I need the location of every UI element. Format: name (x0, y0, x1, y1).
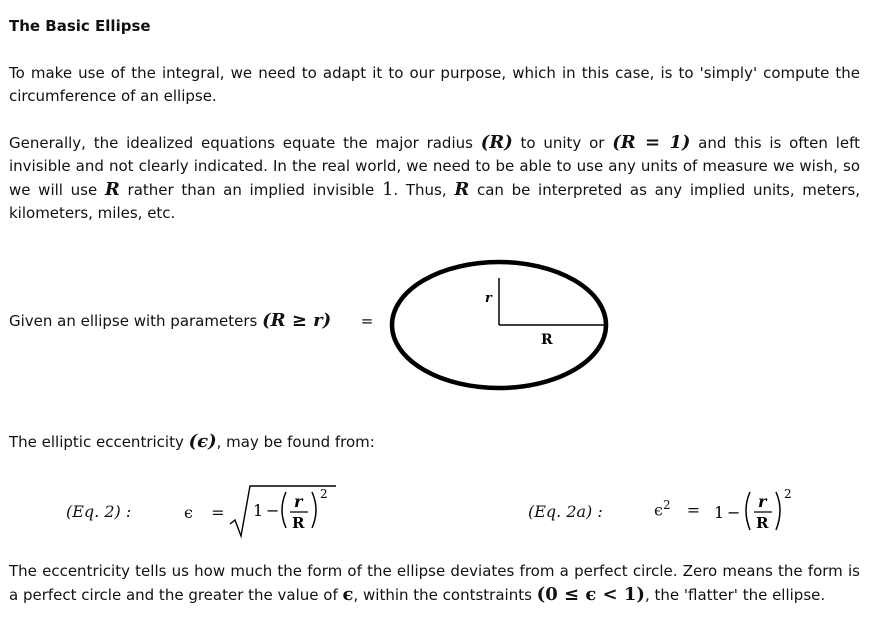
math-inline: 1 (381, 179, 394, 200)
eq2-label: (Eq. 2) : (66, 502, 132, 521)
math-inline: (R = 1) (612, 132, 691, 153)
right-paren (312, 492, 316, 528)
epsilon-symbol: ϵ (184, 503, 193, 522)
intro-paragraph (9, 62, 860, 108)
units-paragraph (9, 131, 860, 225)
equals-sign: = (211, 503, 225, 522)
given-text: Given an ellipse with parameters (9, 312, 263, 330)
left-paren (746, 492, 750, 530)
math-inline: (R ≥ r) (262, 310, 332, 331)
math-inline: (ϵ) (188, 431, 217, 452)
eccentricity-intro (9, 431, 375, 452)
left-paren (282, 492, 286, 528)
epsilon-symbol: ϵ (654, 500, 663, 520)
text: , may be found from: (216, 433, 375, 451)
major-radius-label: R (541, 332, 553, 348)
text: can be interpreted as any implied units, meters, kilometers, miles, etc. (9, 181, 860, 222)
equals-sign: = (360, 312, 374, 330)
section-title: The Basic Ellipse (9, 17, 151, 35)
equals-sign: = (686, 500, 701, 520)
text: rather than an implied invisible (119, 181, 382, 199)
eq2a-label: (Eq. 2a) : (528, 502, 603, 521)
minus-sign: − (266, 501, 280, 520)
fraction-numerator: r (294, 492, 303, 511)
eq2a-rhs (710, 478, 810, 540)
text: The eccentricity tells us how much the form of the ellipse deviates from a perfect circle. Zero means the form is a perfect circle and the greater the value of (9, 562, 860, 604)
text: , within the contstraints (353, 586, 537, 604)
ellipse-figure (385, 258, 615, 398)
one-digit: 1 (253, 501, 264, 520)
right-paren (776, 492, 780, 530)
given-statement (9, 310, 373, 331)
eq2-rhs (228, 478, 338, 540)
fraction-denominator: R (756, 514, 769, 532)
exponent: 2 (320, 487, 328, 501)
text: The elliptic eccentricity (9, 433, 189, 451)
minus-sign: − (727, 503, 741, 522)
math-inline: R (104, 179, 120, 200)
text: to unity or (512, 134, 613, 152)
fraction-numerator: r (758, 492, 767, 511)
fraction-denominator: R (292, 514, 305, 532)
text: , the 'flatter' the ellipse. (644, 586, 826, 604)
exponent: 2 (662, 498, 671, 512)
math-inline: R (454, 179, 470, 200)
one-digit: 1 (714, 503, 725, 522)
text: and this is often left invisible and not clearly indicated. In the real world, we need to be able to use any units of measure we wish, so we will use (9, 134, 860, 199)
eq2-lhs (184, 503, 225, 522)
math-inline: (0 ≤ ϵ < 1) (536, 584, 645, 605)
minor-radius-label: r (485, 291, 492, 306)
eq2a-lhs (654, 498, 700, 519)
intro-text: To make use of the integral, we need to adapt it to our purpose, which in this case, is to 'simply' compute the circumference of an ellipse. (9, 64, 860, 105)
text: Generally, the idealized equations equate the major radius (9, 134, 481, 152)
math-inline: (R) (480, 132, 513, 153)
text: . Thus, (393, 181, 455, 199)
math-inline: ϵ (342, 584, 354, 605)
exponent: 2 (784, 487, 792, 501)
eccentricity-explanation (9, 560, 860, 607)
